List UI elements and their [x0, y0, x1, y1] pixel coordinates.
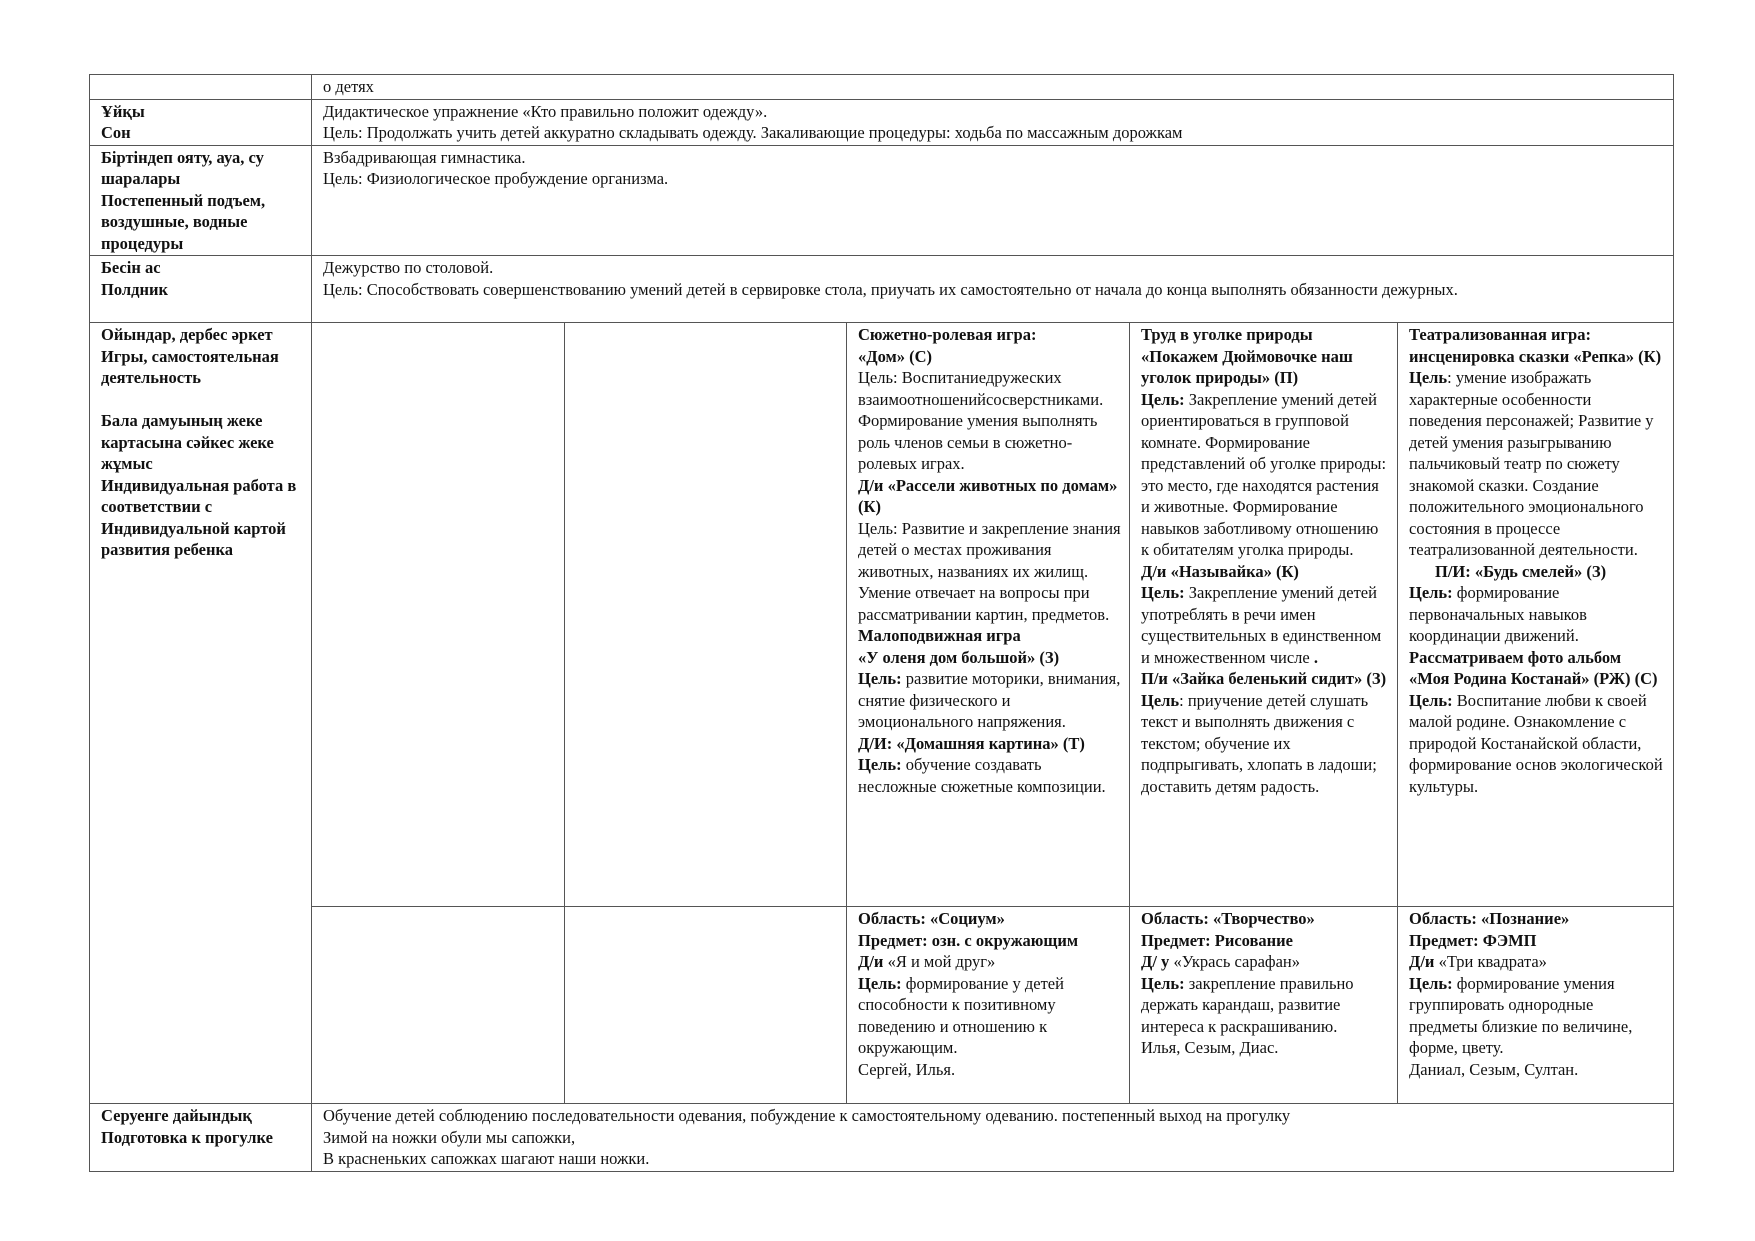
spacer: [101, 389, 303, 411]
bunny-game-goal: [1141, 690, 1389, 798]
wake-content: [312, 145, 1674, 256]
sleep-line-1: Дидактическое упражнение «Кто правильно положит одежду».: [323, 101, 768, 121]
area-title: Область: «Творчество»: [1141, 909, 1315, 928]
games-day-3: [847, 323, 1130, 907]
goal-keyword: Цель:: [1141, 973, 1185, 993]
row-snack: [90, 256, 1674, 323]
label-snack: [90, 256, 312, 323]
individual-day-1: [312, 907, 565, 1104]
game-name: [1409, 951, 1665, 973]
game-text: «Я и мой друг»: [883, 952, 996, 971]
game-goal: [1409, 973, 1665, 1059]
label-individual-kz: Бала дамуының жеке картасына сәйкес жеке жұмыс: [101, 411, 274, 473]
games-day-5: [1398, 323, 1674, 907]
label-walk-ru: Подготовка к прогулке: [101, 1127, 273, 1147]
subject-title: Предмет: Рисование: [1141, 930, 1293, 950]
label-wake-kz: Біртіндеп ояту, ауа, су шаралары: [101, 147, 264, 188]
walk-line-2: Зимой на ножки обули мы сапожки,: [323, 1127, 576, 1147]
naming-game-title: Д/и «Называйка» (К): [1141, 561, 1299, 581]
goal-keyword: Цель:: [858, 669, 902, 688]
games-day-4: [1130, 323, 1398, 907]
brave-game-title: П/И: «Будь смелей» (З): [1435, 561, 1607, 581]
didactic-game-goal: Цель: Развитие и закрепление знания детей о местах проживания животных, названиях их жилищ. Умение отвечает на вопросы при рассматривании картин, предметов.: [858, 518, 1121, 624]
label-wake: [90, 145, 312, 256]
children-names: Сергей, Илья.: [858, 1059, 956, 1079]
subject-title: Предмет: озн. с окружающим: [858, 930, 1079, 950]
goal-text: : умение изображать характерные особенности поведения персонажей; Развитие у детей умения разыгрыванию пальчиковый театр по сюжету знакомой сказки. Создание положительного эмоционального состояния в процессе театрализованной деятельности.: [1409, 368, 1654, 559]
goal-keyword: Цель:: [1141, 583, 1185, 602]
walk-content: [312, 1104, 1674, 1172]
children-names: Илья, Сезым, Диас.: [1141, 1038, 1279, 1057]
row-sleep: [90, 99, 1674, 145]
goal-text: : приучение детей слушать текст и выполнять движения с текстом; обучение их подпрыгивать, хлопать в ладоши; доставить детям радость.: [1141, 690, 1377, 796]
individual-day-2: [565, 907, 847, 1104]
low-mobility-game-title: Малоподвижная игра: [858, 626, 1021, 645]
subject-title: Предмет: ФЭМП: [1409, 930, 1537, 950]
sleep-content: [312, 99, 1674, 145]
role-game-name: «Дом» (С): [858, 346, 933, 366]
goal-text: развитие моторики, внимания, снятие физического и эмоционального напряжения.: [858, 669, 1121, 731]
goal-text: формирование первоначальных навыков координации движений.: [1409, 583, 1587, 645]
games-day-2: [565, 323, 847, 907]
goal-text: Воспитание любви к своей малой родине. Ознакомление с природой Костанайской области, формирование основ экологической культуры.: [1409, 690, 1663, 796]
goal-text: Закрепление умений детей употреблять в речи имен существительных в единственном и множественном числе: [1141, 583, 1382, 667]
game-keyword: Д/и: [858, 952, 884, 971]
row-individual: [90, 907, 1674, 1104]
goal-keyword: Цель: [1141, 690, 1180, 710]
children-names: Даниал, Сезым, Султан.: [1409, 1059, 1579, 1079]
row-games: [90, 323, 1674, 907]
game-name: [858, 951, 1121, 973]
individual-day-4: [1130, 907, 1398, 1104]
brave-game-goal: [1409, 582, 1665, 647]
game-goal: [858, 973, 1121, 1059]
goal-end: .: [1309, 647, 1318, 667]
label-cell-empty: [90, 75, 312, 100]
label-games-kz: Ойындар, дербес әркет: [101, 325, 273, 344]
label-games: [90, 323, 312, 1104]
intro-text: о детях: [323, 77, 374, 96]
goal-text: формирование у детей способности к позитивному поведению и отношению к окружающим.: [858, 973, 1064, 1057]
label-sleep: [90, 99, 312, 145]
goal-text: обучение создавать несложные сюжетные композиции.: [858, 755, 1106, 796]
sleep-line-2: Цель: Продолжать учить детей аккуратно складывать одежду. Закаливающие процедуры: ходьба по массажным дорожкам: [323, 123, 1183, 142]
area-title: Область: «Социум»: [858, 909, 1005, 928]
goal-text: Закрепление умений детей ориентироваться в групповой комнате. Формирование представлений об уголке природы: это место, где находятся растения и животные. Формирование навыков заботливому отношению к обитателям уголка природы.: [1141, 389, 1387, 559]
goal-text: закрепление правильно держать карандаш, развитие интереса к раскрашиванию.: [1141, 973, 1354, 1036]
goal-keyword: Цель: [1409, 368, 1448, 387]
goal-keyword: Цель:: [1409, 690, 1453, 710]
label-games-ru: Игры, самостоятельная деятельность: [101, 346, 279, 387]
games-day-1: [312, 323, 565, 907]
label-sleep-ru: Сон: [101, 123, 131, 142]
game-keyword: Д/ у: [1141, 952, 1170, 971]
row-walk: [90, 1104, 1674, 1172]
wake-line-2: Цель: Физиологическое пробуждение организма.: [323, 169, 669, 188]
nature-work-goal: [1141, 389, 1389, 561]
game-goal: [1141, 973, 1389, 1038]
game-text: «Три квадрата»: [1434, 952, 1547, 971]
photo-album-goal: [1409, 690, 1665, 798]
walk-line-3: В красненьких сапожках шагают наши ножки.: [323, 1149, 650, 1168]
role-game-goal: Цель: Воспитаниедружеских взаимоотношенийсосверстниками. Формирование умения выполнять роль членов семьи в сюжетно-ролевых играх.: [858, 368, 1104, 473]
naming-game-goal: [1141, 582, 1389, 668]
label-walk-kz: Серуенге дайындық: [101, 1106, 252, 1125]
didactic-game-title: Д/и «Рассели животных по домам» (К): [858, 475, 1118, 516]
area-title: Область: «Познание»: [1409, 909, 1570, 928]
label-walk: [90, 1104, 312, 1172]
individual-day-3: [847, 907, 1130, 1104]
home-picture-game-title: Д/И: «Домашняя картина» (Т): [858, 733, 1085, 753]
label-sleep-kz: Ұйқы: [101, 101, 145, 121]
label-wake-ru: Постепенный подъем, воздушные, водные процедуры: [101, 190, 266, 253]
goal-keyword: Цель:: [858, 973, 902, 993]
game-text: «Укрась сарафан»: [1169, 952, 1300, 971]
theatre-game-title: Театрализованная игра: инсценировка сказки «Репка» (К): [1409, 325, 1662, 366]
individual-day-5: [1398, 907, 1674, 1104]
label-individual-ru: Индивидуальная работа в соответствии с Индивидуальной картой развития ребенка: [101, 475, 297, 559]
goal-keyword: Цель:: [1409, 973, 1453, 993]
label-snack-kz: Бесін ас: [101, 258, 161, 277]
home-picture-game-goal: [858, 754, 1121, 797]
goal-keyword: Цель:: [1409, 583, 1453, 602]
theatre-game-goal: [1409, 367, 1665, 561]
snack-line-1: Дежурство по столовой.: [323, 258, 494, 277]
nature-work-title: Труд в уголке природы «Покажем Дюймовочке наш уголок природы» (П): [1141, 325, 1353, 387]
label-snack-ru: Полдник: [101, 279, 168, 299]
row-wake: [90, 145, 1674, 256]
intro-cell: [312, 75, 1674, 100]
row-intro: [90, 75, 1674, 100]
snack-line-2: Цель: Способствовать совершенствованию умений детей в сервировке стола, приучать их самостоятельно от начала до конца выполнять обязанности дежурных.: [323, 279, 1458, 299]
goal-keyword: Цель:: [858, 755, 902, 774]
low-mobility-game-goal: [858, 668, 1121, 733]
goal-text: формирование умения группировать однородные предметы близкие по величине, форме, цвету.: [1409, 973, 1633, 1057]
low-mobility-game-name: «У оленя дом большой» (З): [858, 647, 1060, 667]
game-keyword: Д/и: [1409, 952, 1435, 971]
daily-plan-table: [89, 74, 1674, 1172]
goal-keyword: Цель:: [1141, 389, 1185, 409]
snack-content: [312, 256, 1674, 323]
walk-line-1: Обучение детей соблюдению последовательности одевания, побуждение к самостоятельному одеванию. постепенный выход на прогулку: [323, 1106, 1291, 1125]
photo-album-title: Рассматриваем фото альбом «Моя Родина Костанай» (РЖ) (С): [1409, 647, 1658, 688]
wake-line-1: Взбадривающая гимнастика.: [323, 147, 526, 167]
role-game-title: Сюжетно-ролевая игра:: [858, 325, 1037, 344]
bunny-game-title: П/и «Зайка беленький сидит» (З): [1141, 669, 1387, 688]
game-name: [1141, 951, 1389, 973]
